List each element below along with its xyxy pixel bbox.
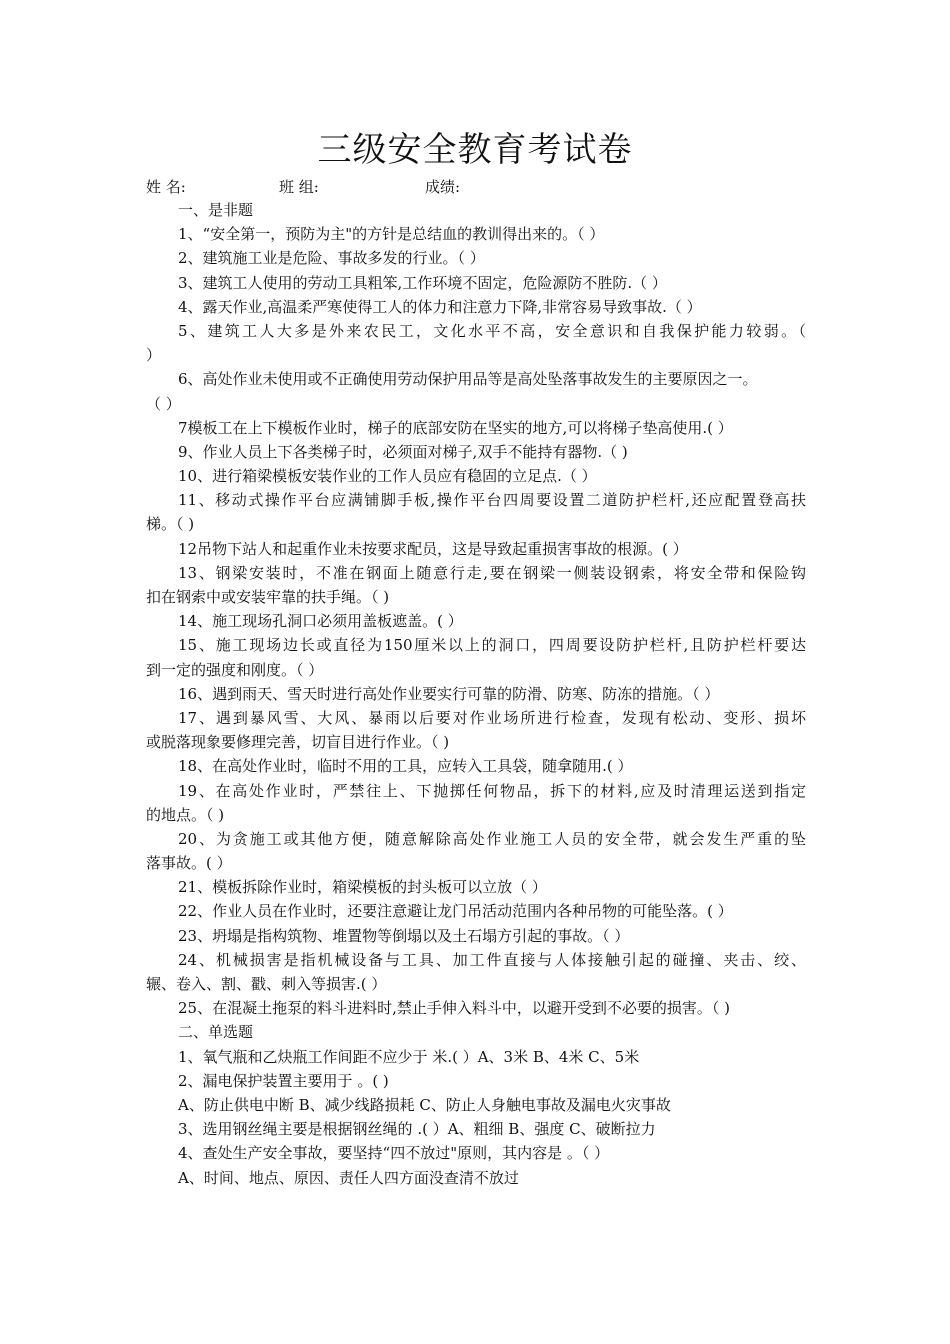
document-line: 12吊物下站人和起重作业未按要求配员，这是导致起重损害事故的根源。( ） <box>178 539 688 558</box>
score-field-label: 成绩: <box>425 178 461 196</box>
document-line: 14、施工现场孔洞口必须用盖板遮盖。( ） <box>178 612 463 631</box>
document-line: ） <box>146 346 162 365</box>
document-line: 20、为贪施工或其他方便，随意解除高处作业施工人员的安全带，就会发生严重的坠 <box>178 829 806 848</box>
document-line: 扣在钢索中或安装牢靠的扶手绳。（ ) <box>146 588 390 606</box>
document-line: 6、高处作业未使用或不正确使用劳动保护用品等是高处坠落事故发生的主要原因之一。 <box>178 370 758 389</box>
document-line: 15、施工现场边长或直径为150厘米以上的洞口，四周要设防护栏杆,且防护栏杆要达 <box>178 636 806 655</box>
document-line: 24、机械损害是指机械设备与工具、加工件直接与人体接触引起的碰撞、夹击、绞、 <box>178 950 806 969</box>
document-line: 21、模板拆除作业时，箱梁模板的封头板可以立放（ ） <box>178 878 547 897</box>
document-line: 4、查处生产安全事故，要坚持“四不放过"原则，其内容是 。（ ） <box>178 1144 610 1163</box>
document-line: 1、“安全第一，预防为主"的方针是总结血的教训得出来的。（ ） <box>178 225 605 244</box>
document-line: 2、漏电保护装置主要用于 。( ) <box>178 1071 389 1090</box>
document-line: 9、作业人员上下各类梯子时，必须面对梯子,双手不能持有器物.（ ) <box>178 442 628 461</box>
document-line: 16、遇到雨天、雪天时进行高处作业要实行可靠的防滑、防寒、防冻的措施。（ ） <box>178 684 720 703</box>
document-line: 23、坍塌是指构筑物、堆置物等倒塌以及土石塌方引起的事故。（ ） <box>178 926 630 945</box>
document-line: 10、进行箱梁模板安装作业的工作人员应有稳固的立足点.（ ） <box>178 467 597 486</box>
document-line: 2、建筑施工业是危险、事故多发的行业。（ ） <box>178 249 485 268</box>
document-line: （ ） <box>146 394 181 413</box>
document-line: 3、选用钢丝绳主要是根据钢丝绳的 .( ）A、粗细 B、强度 C、破断拉力 <box>178 1120 656 1139</box>
document-line: 4、露天作业,高温柔严寒使得工人的体力和注意力下降,非常容易导致事故.（ ） <box>178 297 702 316</box>
document-line: 3、建筑工人使用的劳动工具粗笨,工作环境不固定，危险源防不胜防.（ ） <box>178 273 667 292</box>
document-line: 梯。（ ) <box>146 515 195 534</box>
document-line: 二、单选题 <box>178 1023 254 1042</box>
document-line: 22、作业人员在作业时，还要注意避让龙门吊活动范围内各种吊物的可能坠落。( ） <box>178 902 733 921</box>
page-title: 三级安全教育考试卷 <box>317 130 633 170</box>
document-line: 落事故。( ） <box>146 854 232 873</box>
document-line: 的地点。（ ) <box>146 805 225 824</box>
document-line: 辗、卷入、割、戳、刺入等损害.( ） <box>146 975 387 993</box>
group-field-label: 班 组: <box>279 178 319 196</box>
document-line: A、时间、地点、原因、责任人四方面没查清不放过 <box>178 1168 519 1187</box>
document-line: 17、遇到暴风雪、大风、暴雨以后要对作业场所进行检查，发现有松动、变形、损坏 <box>178 708 806 727</box>
document-line: 到一定的强度和刚度。（ ） <box>146 660 324 679</box>
document-line: 7模板工在上下模板作业时，梯子的底部安防在坚实的地方,可以将梯子垫高使用.( ） <box>178 418 733 437</box>
document-line: 一、是非题 <box>178 201 254 219</box>
document-line: 5、建筑工人大多是外来农民工，文化水平不高，安全意识和自我保护能力较弱。（ <box>178 321 806 340</box>
document-line: 25、在混凝土拖泵的料斗进料时,禁止手伸入料斗中，以避开受到不必要的损害。（ ) <box>178 999 730 1018</box>
document-line: 11、移动式操作平台应满铺脚手板,操作平台四周要设置二道防护栏杆,还应配置登高扶 <box>178 491 806 510</box>
document-line: 19、在高处作业时，严禁往上、下抛掷任何物品，拆下的材料,应及时清理运送到指定 <box>178 781 806 800</box>
document-line: 18、在高处作业时，临时不用的工具，应转入工具袋，随拿随用.( ） <box>178 757 633 776</box>
document-line: A、防止供电中断 B、减少线路损耗 C、防止人身触电事故及漏电火灾事故 <box>178 1095 671 1114</box>
document-line: 1、氧气瓶和乙炔瓶工作间距不应少于 米.( ）A、3米 B、4米 C、5米 <box>178 1047 640 1066</box>
document-line: 或脱落现象要修理完善，切盲目进行作业。（ ) <box>146 733 450 752</box>
document-line: 13、钢梁安装时，不准在钢面上随意行走,要在钢梁一侧装设钢索，将安全带和保险钩 <box>178 563 806 582</box>
exam-body <box>146 198 806 1190</box>
name-field-label: 姓 名: <box>146 178 186 196</box>
